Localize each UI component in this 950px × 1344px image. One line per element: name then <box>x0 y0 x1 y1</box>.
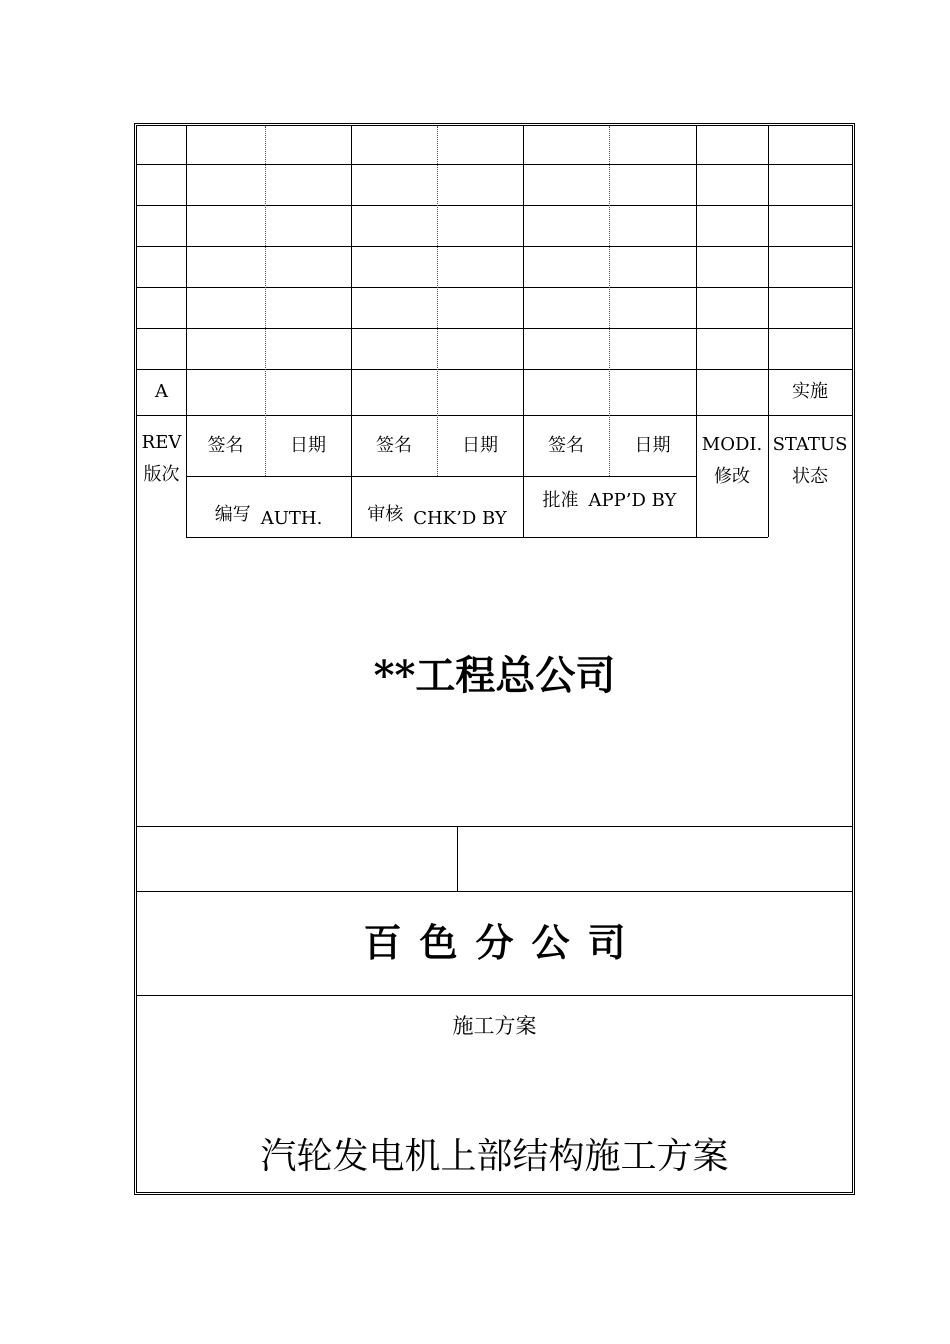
auth-date-label: 日期 <box>290 434 326 456</box>
rev-header <box>137 434 186 484</box>
branch-name: 百色分公司 <box>363 920 644 965</box>
app-role <box>523 476 696 526</box>
document-title: 汽轮发电机上部结构施工方案 <box>260 1136 729 1177</box>
chk-en: CHK’D BY <box>413 507 507 529</box>
auth-sign-label: 签名 <box>207 434 244 456</box>
auth-en: AUTH. <box>260 507 323 529</box>
status-header <box>768 436 852 486</box>
table-row-line <box>137 328 852 329</box>
table-row-line <box>137 246 852 247</box>
chk-sign-label: 签名 <box>376 434 412 456</box>
chk-cn: 审核 <box>367 503 404 525</box>
status-en: STATUS <box>772 434 848 455</box>
table-row-line <box>137 205 852 206</box>
table-row-line <box>137 369 852 370</box>
table-row-line <box>137 164 852 165</box>
modi-cn: 修改 <box>714 466 750 487</box>
chk-date-label: 日期 <box>462 434 498 456</box>
rev-a-status: 实施 <box>792 381 828 402</box>
status-cn: 状态 <box>792 466 828 487</box>
section-divider <box>457 826 458 891</box>
rev-header-cn: 版次 <box>143 464 180 485</box>
modi-header <box>696 436 768 486</box>
table-row-line <box>137 287 852 288</box>
rev-a-label: A <box>155 381 168 402</box>
auth-role <box>186 484 351 545</box>
app-sign-label: 签名 <box>548 434 584 456</box>
section-line <box>137 826 852 827</box>
app-cn: 批准 <box>542 490 579 511</box>
rev-header-en: REV <box>141 432 182 453</box>
document-frame <box>134 123 855 1195</box>
document-type: 施工方案 <box>452 1014 537 1038</box>
section-line <box>137 995 852 996</box>
chk-role <box>351 484 523 545</box>
auth-cn: 编写 <box>214 503 251 525</box>
app-en: APP’D BY <box>588 490 677 511</box>
company-name: **工程总公司 <box>373 652 616 699</box>
section-line <box>137 891 852 892</box>
modi-en: MODI. <box>701 434 763 455</box>
app-date-label: 日期 <box>634 434 671 456</box>
